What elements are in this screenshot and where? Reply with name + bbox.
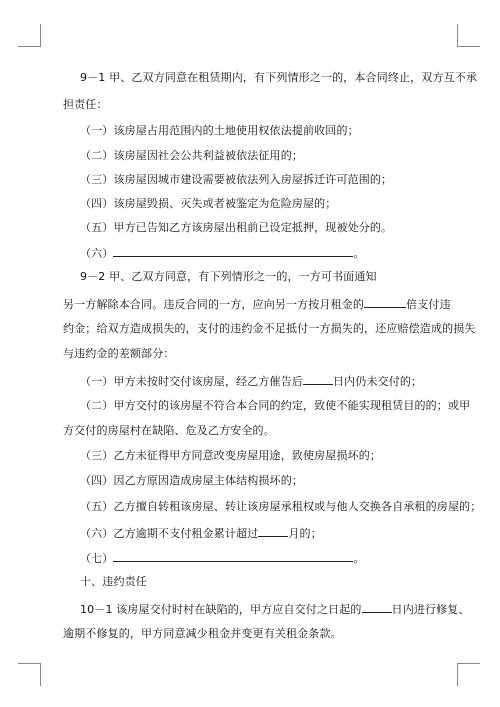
item-7-suffix: 。 (353, 552, 365, 565)
clause-9-2-line-2-text-a: 另一方解除本合同。违反合同的一方，应向另一方按月租金的 (63, 298, 365, 311)
clause-10-1-line-2: 逾期不修复的，甲方同意减少租金并变更有关租金条款。 (63, 627, 342, 640)
clause-9-2-item-6-text-b: 月的； (288, 527, 322, 540)
blank-field[interactable] (362, 601, 392, 613)
blank-field[interactable] (258, 525, 288, 537)
clause-9-2-item-3: （三）乙方未征得甲方同意改变房屋用途，致使房屋损坏的； (80, 449, 382, 462)
clause-9-2-line-3: 约金；给双方造成损失的，支付的违约金不足抵付一方损失的，还应赔偿造成的损失 (63, 322, 476, 335)
clause-9-1-item-5: （五）甲方已告知乙方该房屋出租前已设定抵押，现被处分的。 (80, 221, 393, 234)
item-6-suffix: 。 (353, 247, 365, 260)
section-10-heading: 十、违约责任 (80, 575, 147, 588)
clause-9-1-line-2: 担责任： (63, 98, 108, 111)
clause-9-1-item-3: （三）该房屋因城市建设需要被依法列入房屋拆迁许可范围的； (80, 173, 393, 186)
clause-9-2-item-6-text-a: （六）乙方逾期不支付租金累计超过 (80, 527, 259, 540)
clause-9-2-item-1-text-b: 日内仍未交付的； (333, 375, 423, 388)
item-7-prefix: （七） (80, 552, 114, 565)
clause-9-2-line-2-text-b: 倍支付违 (406, 298, 451, 311)
clause-9-1-item-4: （四）该房屋毁损、灭失或者被鉴定为危险房屋的； (80, 197, 337, 210)
clause-10-1-text-b: 日内进行修复、 (391, 603, 470, 616)
clause-9-2-item-6 (80, 525, 322, 541)
blank-field[interactable] (303, 373, 333, 385)
crop-mark-top-left (18, 24, 41, 47)
blank-field[interactable] (113, 550, 353, 562)
clause-9-1-item-1: （一）该房屋占用范围内的土地使用权依法提前收回的； (80, 124, 359, 137)
clause-9-2-item-4: （四）因乙方原因造成房屋主体结构损坏的； (80, 474, 303, 487)
clause-9-1-item-6 (80, 245, 365, 261)
clause-9-2-line-4: 与违约金的差额部分： (63, 347, 175, 360)
crop-mark-top-right (457, 24, 480, 47)
clause-10-1-text-a: 10－1 该房屋交付时村在缺陷的，甲方应自交付之日起的 (80, 603, 362, 616)
item-6-prefix: （六） (80, 247, 114, 260)
clause-9-2-item-2-line-1: （二）甲方交付的该房屋不符合本合同的约定，致使不能实现租赁目的的；或甲 (80, 399, 471, 412)
clause-9-2-item-7 (80, 550, 365, 566)
clause-9-2-line-1: 9－2 甲、乙双方同意，有下列情形之一的，一方可书面通知 (80, 270, 377, 283)
clause-9-2-item-1 (80, 373, 422, 389)
blank-field[interactable] (364, 296, 406, 308)
clause-9-2-line-2 (63, 296, 451, 312)
blank-field[interactable] (113, 245, 353, 257)
crop-mark-bottom-right (457, 663, 480, 686)
clause-9-2-item-1-text-a: （一）甲方未按时交付该房屋，经乙方催告后 (80, 375, 303, 388)
crop-mark-bottom-left (18, 663, 41, 686)
clause-9-1-line-1: 9－1 甲、乙双方同意在租赁期内，有下列情形之一的，本合同终止，双方互不承 (80, 71, 478, 84)
clause-9-2-item-2-line-2: 方交付的房屋村在缺陷、危及乙方安全的。 (63, 424, 275, 437)
clause-9-1-item-2: （二）该房屋因社会公共利益被依法征用的； (80, 149, 303, 162)
clause-10-1-line-1 (80, 601, 470, 617)
clause-9-2-item-5: （五）乙方擅自转租该房屋、转让该房屋承租权或与他人交换各自承租的房屋的； (80, 500, 482, 513)
